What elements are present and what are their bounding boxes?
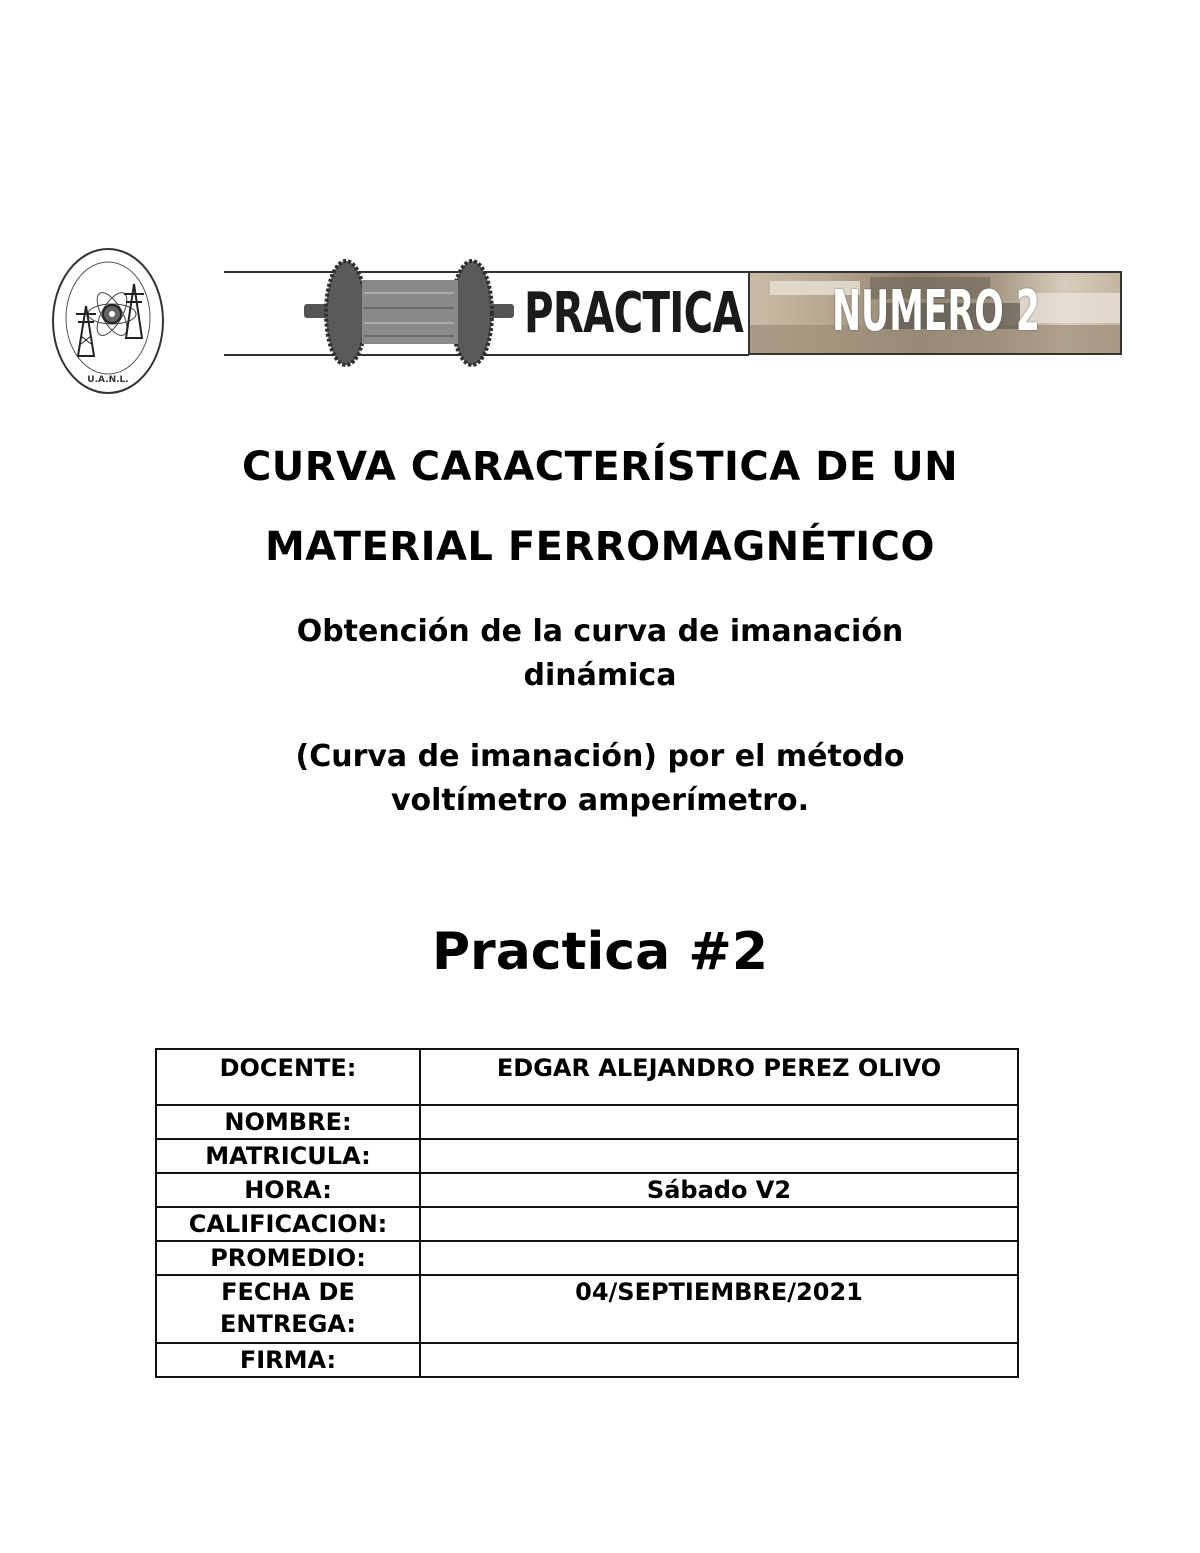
- nombre-label: NOMBRE:: [156, 1105, 420, 1139]
- docente-label: DOCENTE:: [156, 1049, 420, 1105]
- fecha-entrega-label-line1: FECHA DE: [221, 1278, 355, 1306]
- fecha-entrega-label: [156, 1275, 420, 1343]
- table-row-nombre: [156, 1105, 1018, 1139]
- subtitle-1-line2: dinámica: [523, 658, 677, 693]
- calificacion-label: CALIFICACION:: [156, 1207, 420, 1241]
- table-row-matricula: [156, 1139, 1018, 1173]
- fecha-entrega-value: 04/SEPTIEMBRE/2021: [420, 1275, 1018, 1343]
- hora-value: Sábado V2: [420, 1173, 1018, 1207]
- promedio-label: PROMEDIO:: [156, 1241, 420, 1275]
- promedio-field[interactable]: [420, 1241, 1018, 1275]
- practice-heading: Practica #2: [431, 922, 769, 982]
- table-row-fecha-entrega: [156, 1275, 1018, 1343]
- nombre-field[interactable]: [420, 1105, 1018, 1139]
- firma-field[interactable]: [420, 1343, 1018, 1377]
- banner-numero-label: NUMERO 2: [832, 279, 1041, 344]
- calificacion-field[interactable]: [420, 1207, 1018, 1241]
- subtitle-2: [200, 735, 1000, 823]
- subtitle-2-line1: (Curva de imanación) por el método: [295, 739, 905, 774]
- practica-banner: [224, 258, 1122, 368]
- student-info-table: [155, 1048, 1019, 1378]
- university-seal-logo: [50, 246, 166, 396]
- svg-text:U.A.N.L.: U.A.N.L.: [87, 375, 129, 385]
- matricula-field[interactable]: [420, 1139, 1018, 1173]
- subtitle-2-line2: voltímetro amperímetro.: [390, 783, 810, 818]
- table-row-hora: [156, 1173, 1018, 1207]
- motor-rotor-icon: [304, 258, 514, 368]
- banner-practica-label: PRACTICA: [524, 281, 743, 346]
- document-title-line2: MATERIAL FERROMAGNÉTICO: [265, 524, 935, 570]
- banner-photo-panel: [748, 271, 1122, 355]
- hora-label: HORA:: [156, 1173, 420, 1207]
- fecha-entrega-label-line2: ENTREGA:: [219, 1310, 357, 1338]
- table-row-promedio: [156, 1241, 1018, 1275]
- subtitle-1-line1: Obtención de la curva de imanación: [296, 614, 904, 649]
- table-row-calificacion: [156, 1207, 1018, 1241]
- matricula-label: MATRICULA:: [156, 1139, 420, 1173]
- firma-label: FIRMA:: [156, 1343, 420, 1377]
- table-row-firma: [156, 1343, 1018, 1377]
- table-row-docente: [156, 1049, 1018, 1105]
- docente-value: EDGAR ALEJANDRO PEREZ OLIVO: [420, 1049, 1018, 1105]
- document-title-line1: CURVA CARACTERÍSTICA DE UN: [241, 444, 959, 490]
- subtitle-1: [200, 610, 1000, 698]
